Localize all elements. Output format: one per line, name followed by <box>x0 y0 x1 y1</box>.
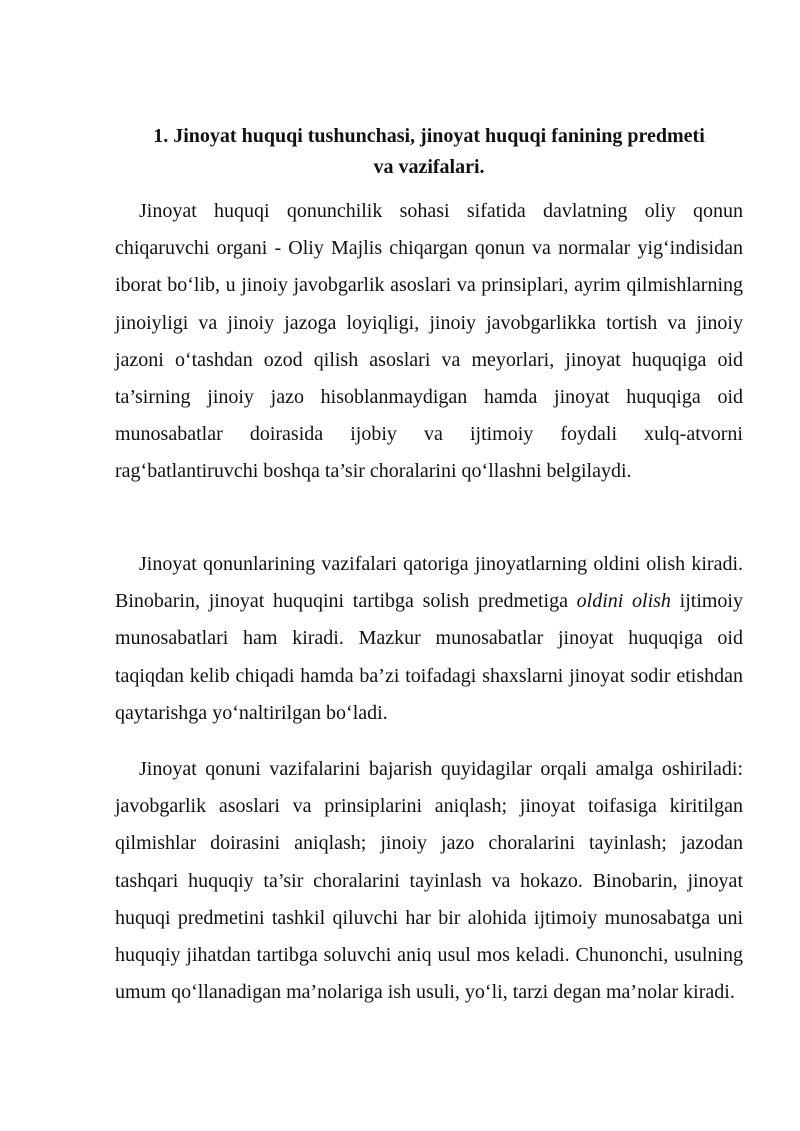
paragraph-3: Jinoyat qonuni vazifalarini bajarish quyidagilar orqali amalga oshiriladi: javobgarlik asoslari va prinsiplarini aniqlash; jinoyat toifasiga kiritilgan qilmishlar doirasini aniqlash; jinoiy jazo choralarini tayinlash; jazodan tashqari huquqiy ta’sir choralarini tayinlash va hokazo. Binobarin, jinoyat huquqi predmetini tashkil qiluvchi har bir alohida ijtimoiy munosabatga uni huquqiy jihatdan tartibga soluvchi aniq usul mos keladi. Chunonchi, usulning umum qo‘llanadigan ma’nolariga ish usuli, yo‘li, tarzi degan ma’nolar kiradi. <box>115 758 743 1004</box>
section-heading <box>115 121 743 183</box>
paragraph-1: Jinoyat huquqi qonunchilik sohasi sifatida davlatning oliy qonun chiqaruvchi organi - Oliy Majlis chiqargan qonun va normalar yig‘indisidan iborat bo‘lib, u jinoiy javobgarlik asoslari va prinsiplari, ayrim qilmishlarning jinoiyligi va jinoiy jazoga loyiqligi, jinoiy javobgarlikka tortish va jinoiy jazoni o‘tashdan ozod qilish asoslari va meyorlari, jinoyat huquqiga oid ta’sirning jinoiy jazo hisoblanmaydigan hamda jinoyat huquqiga oid munosabatlar doirasida ijobiy va ijtimoiy foydali xulq-atvorni rag‘batlantiruvchi boshqa ta’sir choralarini qo‘llashni belgilaydi. <box>115 200 743 483</box>
heading-line-1: 1. Jinoyat huquqi tushunchasi, jinoyat huquqi fanining predmeti <box>153 125 705 147</box>
heading-line-2: va vazifalari. <box>373 156 485 178</box>
paragraph-2-text-start: Jinoyat qonunlarining vazifalari qatoriga jinoyatlarning oldini olish kiradi. Binobarin, jinoyat huquqini tartibga solish predmetiga <box>115 553 743 613</box>
paragraph-2 <box>115 546 743 732</box>
paragraph-2-text-end: ijtimoiy munosabatlari ham kiradi. Mazkur munosabatlar jinoyat huquqiga oid taqiqdan kelib chiqadi hamda ba’zi toifadagi shaxslarni jinoyat sodir etishdan qaytarishga yo‘naltirilgan bo‘ladi. <box>115 590 743 724</box>
paragraph-2-italic-term: oldini olish <box>576 590 671 613</box>
